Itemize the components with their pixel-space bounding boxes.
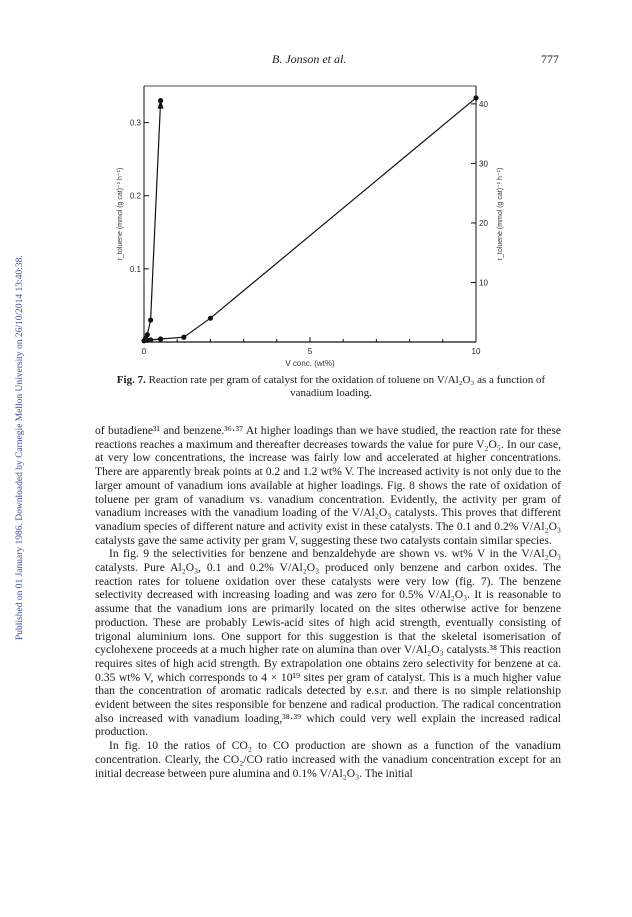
running-head: B. Jonson et al. [272, 52, 347, 66]
x-tick-label: 5 [307, 347, 313, 356]
data-point [473, 95, 478, 100]
y-left-tick-label: 0.3 [129, 118, 141, 128]
paragraph-1: of butadiene³¹ and benzene.³⁶·³⁷ At higher loadings than we have studied, the reaction rate for these reactions reaches a maximum and thereafter decreases towards the value for pure V₂O₅. In our case, at very low concentrations, the increase was fairly low and accelerated at higher concentrations. There are apparently break points at 0.2 and 1.2 wt% V. The increased activity is not only due to the larger amount of vanadium ions available at higher loadings. Fig. 8 shows the rate of oxidation of toluene per gram of vanadium vs. vanadium concentration. Evidently, the activity per gram of vanadium increases with the vanadium loading of the V/Al₂O₃ catalysts. This proves that different vanadium species of different nature and activity exist in these catalysts. The 0.1 and 0.2% V/Al₂O₃ catalysts gave the same activity per gram V, suggesting these two catalysts contain similar species. [95, 424, 561, 547]
x-tick-label: 10 [471, 347, 481, 356]
figure-7-chart [116, 76, 504, 368]
y-right-axis-label: r_toluene (mmol (g cat)⁻¹ h⁻¹) [497, 167, 504, 261]
y-right-tick-label: 30 [479, 159, 488, 169]
data-point [208, 316, 213, 321]
x-axis-label: V conc. (wt%) [285, 359, 335, 368]
y-right-tick-label: 40 [479, 99, 488, 109]
page-number: 777 [541, 52, 559, 66]
paragraph-3: In fig. 10 the ratios of CO₂ to CO production are shown as a function of the vanadium concentration. Clearly, the CO₂/CO ratio increased with the vanadium concentration except for an initial decrease between pure alumina and 0.1% V/Al₂O₃. The initial [95, 739, 561, 780]
y-left-tick-label: 0.1 [129, 264, 141, 274]
data-point [158, 336, 163, 341]
x-tick-label: 0 [141, 347, 147, 356]
y-right-tick-label: 10 [479, 278, 488, 288]
y-right-tick-label: 20 [479, 218, 488, 228]
series-line-0 [144, 98, 476, 341]
data-point [148, 317, 153, 322]
data-point [181, 335, 186, 340]
y-left-tick-label: 0.2 [129, 191, 141, 201]
caption-label: Fig. 7. [116, 374, 146, 386]
article-body [95, 424, 561, 780]
figure-caption [96, 374, 566, 400]
caption-text: Reaction rate per gram of catalyst for the oxidation of toluene on V/Al₂O₃ as a function of vanadium loading. [148, 374, 546, 399]
series-line-1 [146, 101, 161, 339]
data-point [145, 332, 150, 337]
data-point [148, 337, 153, 342]
paragraph-2: In fig. 9 the selectivities for benzene and benzaldehyde are shown vs. wt% V in the V/Al₂O₃ catalysts. Pure Al₂O₃, 0.1 and 0.2% V/Al₂O₃ produced only benzene and carbon oxides. The reaction rates for toluene oxidation over these catalysts were very low (fig. 7). The benzene selectivity decreased with increasing loading and was zero for 0.5% V/Al₂O₃. It is reasonable to assume that the vanadium ions are primarily located on the sites otherwise active for benzene production. These are probably Lewis-acid sites of high acid strength, eventually consisting of trigonal aluminium ions. One support for this suggestion is that the skeletal isomerisation of cyclohexene proceeds at a much higher rate on alumina than over V/Al₂O₃ catalysts.³⁸ This reaction requires sites of high acid strength. By extrapolation one obtains zero selectivity for benzene at ca. 0.35 wt% V, which corresponds to 4 × 10¹⁹ sites per gram of catalyst. This is a much higher value than the concentration of aromatic radicals detected by e.s.r. and there is no simple relationship evident between the sites responsible for benzene and radical production. The radical concentration also increased with vanadium loading,³⁸·³⁹ which could very well explain the increased radical production. [95, 547, 561, 739]
y-left-axis-label: r_toluene (mmol (g cat)⁻¹ h⁻¹) [117, 167, 124, 261]
page-header [0, 52, 632, 68]
download-watermark: Published on 01 January 1986. Downloaded by Carnegie Mellon University on 26/10/2014 13:40:38. [15, 255, 25, 640]
